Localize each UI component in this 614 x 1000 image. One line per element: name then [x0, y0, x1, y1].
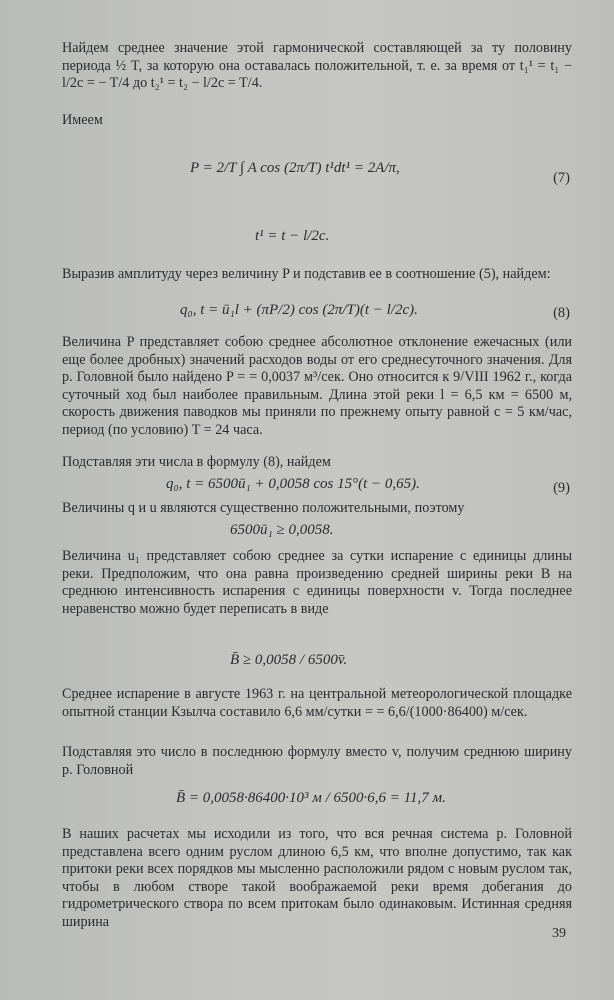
equation-9: q₀, t = 6500ū₁ + 0,0058 cos 15°(t − 0,65).	[166, 476, 420, 492]
result-equation: B̄ = 0,0058·86400·10³ м / 6500·6,6 = 11,7 м.	[176, 790, 446, 806]
paragraph-text: Подставляя эти числа в формулу (8), найдем	[62, 454, 331, 470]
paragraph-text: Величина P представляет собою среднее абсолютное отклонение ежечасных (или еще более дробных) значений расходов воды от его среднесуточного значения. Для р. Головной было найдено P = = 0,0037 м³/сек. Оно относится к 9/VIII 1962 г., когда суточный ход был наиболее правильным. Длина этой реки l = 6,5 км = 6500 м, скорость движения паводков мы приняли по прежнему опыту равной c = 5 км/час, период (по условию) T = 24 часа.	[62, 334, 572, 438]
paragraph-text: Величина u₁ представляет собою среднее за сутки испарение с единицы длины реки. Предположим, что она равна произведению средней ширины реки B на среднюю интенсивность испарения с единицы поверхности v. Тогда последнее неравенство можно будет переписать в виде	[62, 548, 572, 617]
paragraph-text: Выразив амплитуду через величину P и подставив ее в соотношение (5), найдем:	[62, 266, 551, 282]
paragraph-text: Найдем среднее значение этой гармонической составляющей за ту половину периода ½ T, за которую она оставалась положительной, т. е. за время от t₁¹ = t₁ − l/2c = − T/4 до t₂¹ = t₂ − l/2c = T/4.	[62, 40, 572, 92]
paragraph-6	[62, 500, 572, 518]
paragraph-1	[62, 40, 572, 93]
inequality-2: B̄ ≥ 0,0058 / 6500v̄.	[230, 652, 348, 668]
paragraph-3	[62, 266, 572, 284]
paragraph-text: Среднее испарение в августе 1963 г. на центральной метеорологической площадке опытной станции Кзылча составило 6,6 мм/сутки = = 6,6/(1000·86400) м/сек.	[62, 686, 572, 720]
paragraph-2	[62, 112, 572, 130]
paragraph-text: Имеем	[62, 112, 103, 128]
paragraph-10	[62, 826, 572, 932]
equation-7-number: (7)	[553, 170, 570, 186]
paragraph-9	[62, 744, 572, 779]
paragraph-text: Подставляя это число в последнюю формулу вместо v, получим среднюю ширину р. Головной	[62, 744, 572, 778]
paragraph-7	[62, 548, 572, 618]
paragraph-text: В наших расчетах мы исходили из того, что вся речная система р. Головной представлена всего одним руслом длиною 6,5 км, что вполне допустимо, так как притоки реки всех порядков мы мысленно расположили рядом с новым руслом так, чтобы в любом створе такой воображаемой реки время добегания до гидрометрического створа по всем притокам было одинаковым. Истинная средняя ширина	[62, 826, 572, 930]
equation-7: P = 2/T ∫ A cos (2π/T) t¹dt¹ = 2A/π,	[190, 160, 400, 176]
paragraph-8	[62, 686, 572, 721]
equation-8: q₀, t = ū₁l + (πP/2) cos (2π/T)(t − l/2c).	[180, 302, 418, 318]
equation-8-number: (8)	[553, 305, 570, 321]
equation-9-number: (9)	[553, 480, 570, 496]
paragraph-5	[62, 454, 572, 472]
paragraph-4	[62, 334, 572, 440]
page-number: 39	[552, 926, 566, 941]
inequality-1: 6500ū₁ ≥ 0,0058.	[230, 522, 334, 538]
paragraph-text: Величины q и u являются существенно положительными, поэтому	[62, 500, 465, 516]
equation-7b: t¹ = t − l/2c.	[255, 228, 330, 244]
